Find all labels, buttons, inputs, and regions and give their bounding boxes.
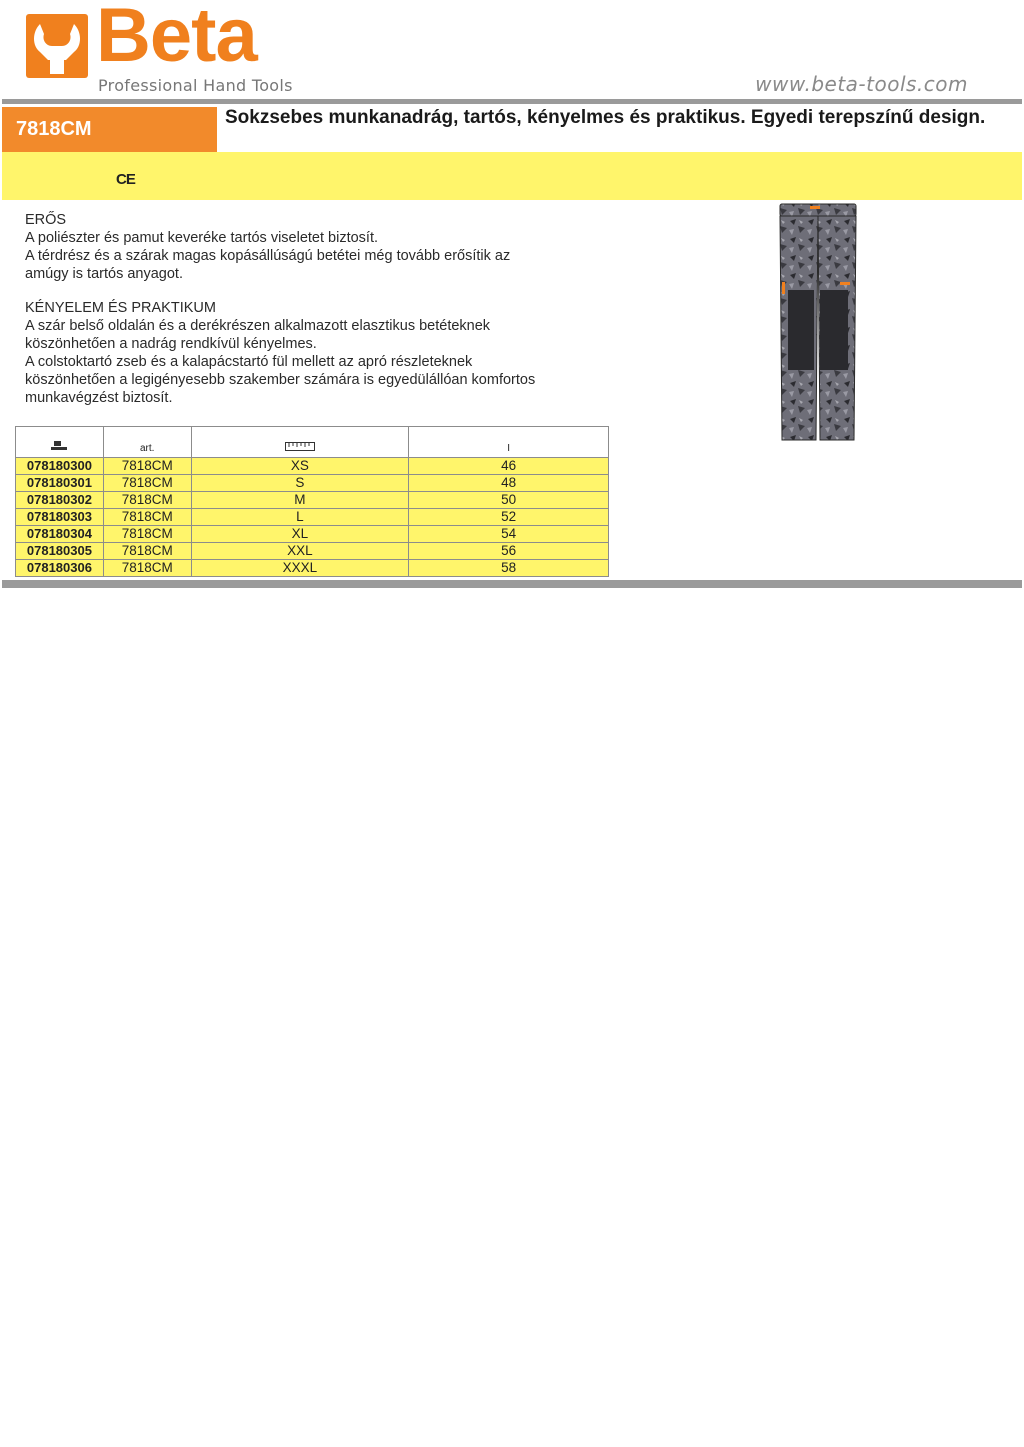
table-row <box>16 526 609 543</box>
size-cell: XS <box>191 458 409 475</box>
size-table <box>15 426 609 577</box>
art-cell: 7818CM <box>103 543 191 560</box>
description-line: A poliészter és pamut keveréke tartós viseletet biztosít. <box>25 230 378 246</box>
size-ruler-icon <box>191 427 409 458</box>
art-cell: 7818CM <box>103 560 191 577</box>
eu-size-cell: 48 <box>409 475 609 492</box>
table-row <box>16 509 609 526</box>
description-line: köszönhetően a legigényesebb szakember számára is egyedülállóan komfortos <box>25 372 536 388</box>
size-cell: XXL <box>191 543 409 560</box>
ce-mark-icon: CE <box>116 171 135 188</box>
product-code-box <box>2 107 217 152</box>
section-heading: ERŐS <box>25 212 67 228</box>
eu-size-cell: 52 <box>409 509 609 526</box>
table-header-row <box>16 427 609 458</box>
table-row <box>16 560 609 577</box>
description-line: A colstoktartó zseb és a kalapácstartó fül mellett az apró részleteknek <box>25 354 473 370</box>
eu-size-cell: 58 <box>409 560 609 577</box>
size-cell: M <box>191 492 409 509</box>
description-line: A térdrész és a szárak magas kopásállúságú betétei még tovább erősítik az <box>25 248 511 264</box>
art-cell: 7818CM <box>103 458 191 475</box>
eu-size-cell: 50 <box>409 492 609 509</box>
code-cell: 078180301 <box>16 475 104 492</box>
art-cell: 7818CM <box>103 475 191 492</box>
brand-tagline: Professional Hand Tools <box>98 76 293 95</box>
description-line: munkavégzést biztosít. <box>25 390 173 406</box>
description-line: köszönhetően a nadrág rendkívül kényelmes. <box>25 336 317 352</box>
certification-band <box>2 152 1022 200</box>
table-row <box>16 458 609 475</box>
product-code: 7818CM <box>16 118 92 140</box>
code-cell: 078180304 <box>16 526 104 543</box>
art-cell: 7818CM <box>103 492 191 509</box>
bottom-divider <box>2 580 1022 588</box>
size-cell: L <box>191 509 409 526</box>
description-line: amúgy is tartós anyagot. <box>25 266 183 282</box>
table-row <box>16 475 609 492</box>
top-divider <box>2 99 1022 104</box>
code-cell: 078180305 <box>16 543 104 560</box>
code-cell: 078180303 <box>16 509 104 526</box>
code-cell: 078180306 <box>16 560 104 577</box>
col-header-art: art. <box>103 427 191 458</box>
size-cell: XL <box>191 526 409 543</box>
brand-logo <box>24 0 294 96</box>
code-cell: 078180300 <box>16 458 104 475</box>
wrench-logo-icon <box>26 14 88 78</box>
table-row <box>16 492 609 509</box>
eu-size-cell: 54 <box>409 526 609 543</box>
website-link[interactable]: www.beta-tools.com <box>755 72 968 96</box>
size-cell: XXXL <box>191 560 409 577</box>
size-cell: S <box>191 475 409 492</box>
art-cell: 7818CM <box>103 509 191 526</box>
brand-name: Beta <box>96 0 257 78</box>
product-title: Sokzsebes munkanadrág, tartós, kényelmes és praktikus. Egyedi terepszínű design. <box>225 107 986 128</box>
section-heading: KÉNYELEM ÉS PRAKTIKUM <box>25 300 216 316</box>
table-row <box>16 543 609 560</box>
code-cell: 078180302 <box>16 492 104 509</box>
product-description <box>25 211 625 407</box>
eu-size-cell: 46 <box>409 458 609 475</box>
col-header-eu-size: I <box>409 427 609 458</box>
order-code-icon <box>16 427 104 458</box>
art-cell: 7818CM <box>103 526 191 543</box>
eu-size-cell: 56 <box>409 543 609 560</box>
description-line: A szár belső oldalán és a derékrészen alkalmazott elasztikus betéteknek <box>25 318 491 334</box>
camo-work-trousers-image <box>770 200 870 450</box>
